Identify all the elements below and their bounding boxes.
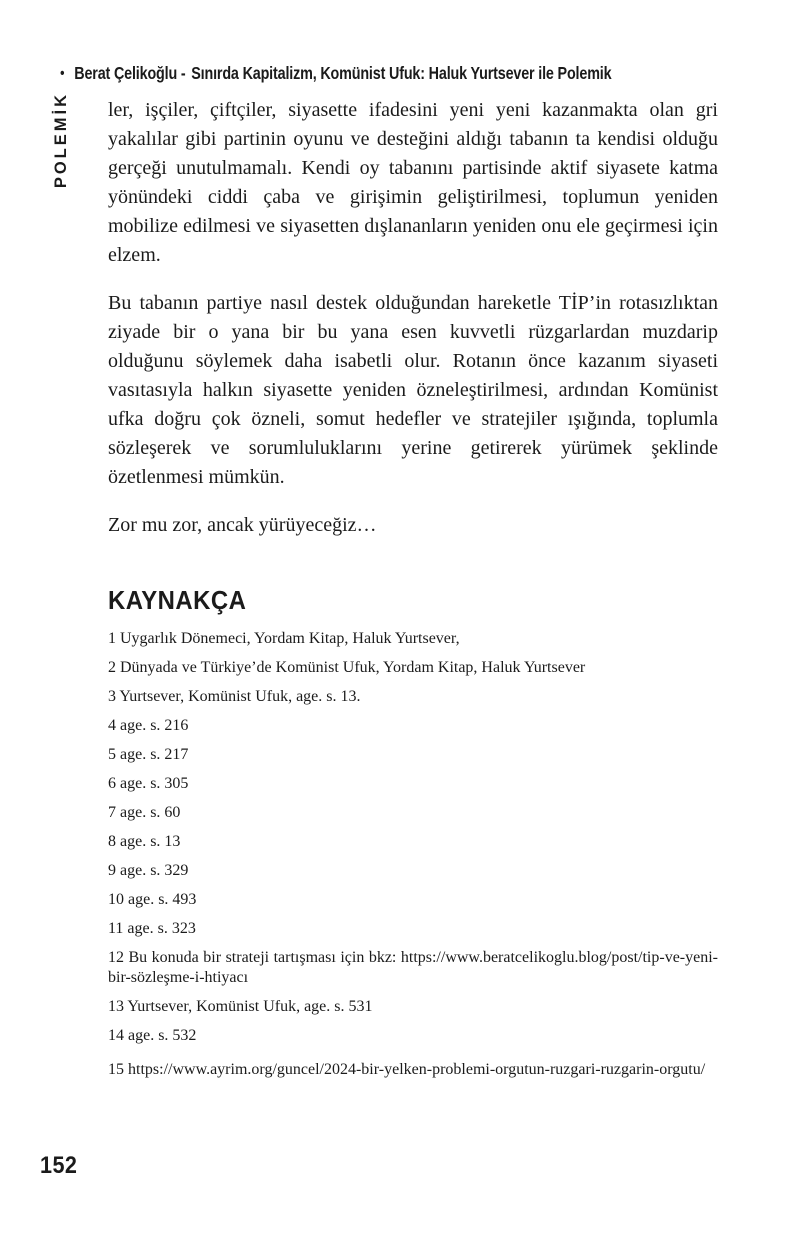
running-header [60,63,611,84]
header-bullet-icon: • [60,64,65,82]
reference-item: 3 Yurtsever, Komünist Ufuk, age. s. 13. [108,688,361,705]
header-chapter-title: Sınırda Kapitalizm, Komünist Ufuk: Haluk Yurtsever ile Polemik [191,63,612,83]
page-number: 152 [40,1152,78,1179]
reference-item: 1 Uygarlık Dönemeci, Yordam Kitap, Haluk Yurtsever, [108,630,460,647]
reference-item: 5 age. s. 217 [108,746,189,763]
text-column [108,96,718,1094]
reference-item: 12 Bu konuda bir strateji tartışması için bkz: https://www.beratcelikoglu.blog/post/tip-ve-yeni-bir-sözleşme-i-htiyacı [108,949,718,986]
section-label-vertical: POLEMİK [52,92,70,189]
header-author: Berat Çelikoğlu - [74,63,186,83]
reference-item: 15 https://www.ayrim.org/guncel/2024-bir-yelken-problemi-orgutun-ruzgari-ruzgarin-orgutu/ [108,1061,706,1078]
reference-item: 9 age. s. 329 [108,862,189,879]
reference-item: 14 age. s. 532 [108,1027,197,1044]
reference-item: 6 age. s. 305 [108,775,189,792]
body-paragraph: Bu tabanın partiye nasıl destek olduğundan hareketle TİP’in rotasızlıktan ziyade bir o yana bir bu yana esen kuvvetli rüzgarlardan muzdarip olduğunu söylemek daha isabetli olur. Rotanın önce kazanım siyaseti vasıtasıyla halkın siyasette yeniden özneleştirilmesi, ardından Komünist ufka doğru çok özneli, somut hedefler ve stratejiler ışığında, toplumla sözleşerek ve sorumluluklarını yerine getirerek yürümek şeklinde özetlenmesi mümkün. [108,292,718,488]
reference-list [108,629,718,1085]
reference-item: 11 age. s. 323 [108,920,196,937]
body-paragraphs [108,96,718,540]
bibliography-heading: KAYNAKÇA [108,585,247,615]
reference-item: 10 age. s. 493 [108,891,197,908]
body-paragraph: ler, işçiler, çiftçiler, siyasette ifadesini yeni yeni kazanmakta olan gri yakalılar gibi partinin oyunu ve desteğini aldığı tabanın ta kendisi olduğu gerçeği unutulmamalı. Kendi oy tabanını partisinde aktif siyasete katma yönündeki ciddi çaba ve girişimin geliştirilmesi, toplumun yeniden mobilize edilmesi ve siyasetten dışlananların yeniden onu ele geçirmesi için elzem. [108,99,718,266]
reference-item: 13 Yurtsever, Komünist Ufuk, age. s. 531 [108,998,373,1015]
reference-item: 4 age. s. 216 [108,717,189,734]
body-paragraph: Zor mu zor, ancak yürüyeceğiz… [108,514,377,536]
reference-item: 2 Dünyada ve Türkiye’de Komünist Ufuk, Yordam Kitap, Haluk Yurtsever [108,659,586,676]
reference-item: 7 age. s. 60 [108,804,181,821]
reference-item: 8 age. s. 13 [108,833,181,850]
